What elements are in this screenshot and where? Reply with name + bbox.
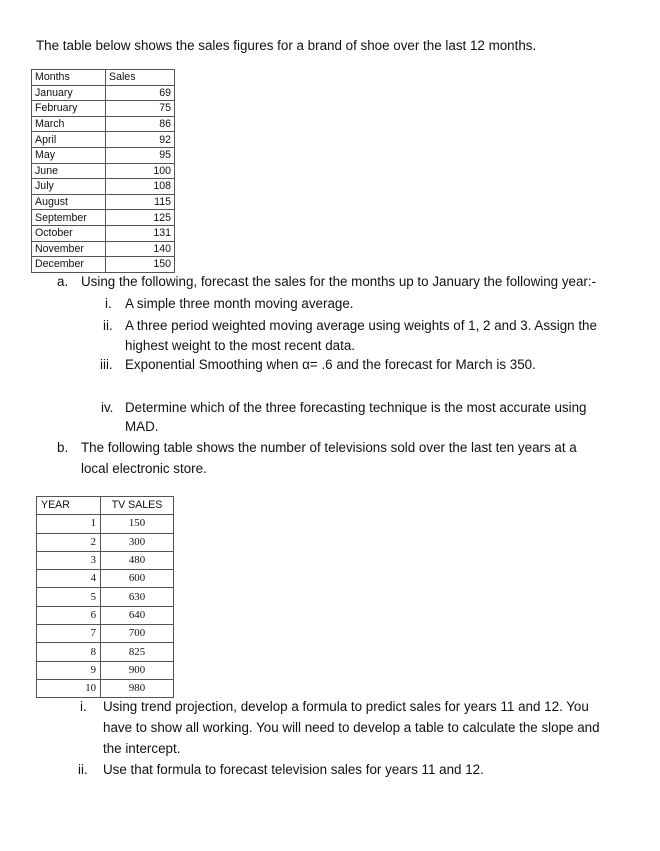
- month-cell: April: [32, 132, 106, 148]
- table-row: [37, 533, 174, 551]
- item-marker: i.: [80, 699, 87, 714]
- part-a-text: Using the following, forecast the sales for the months up to January the following year:-: [81, 274, 597, 289]
- table-row: [32, 241, 175, 257]
- item-marker: ii.: [78, 762, 88, 777]
- table-row: [37, 570, 174, 588]
- sales-cell: 125: [106, 210, 175, 226]
- sales-cell: 100: [106, 163, 175, 179]
- table-row: [37, 588, 174, 606]
- year-cell: 1: [37, 515, 101, 533]
- year-cell: 5: [37, 588, 101, 606]
- year-cell: 9: [37, 661, 101, 679]
- table-row: [37, 661, 174, 679]
- table-row: [32, 101, 175, 117]
- month-cell: December: [32, 257, 106, 273]
- table-header-row: [32, 70, 175, 86]
- part-b-text: The following table shows the number of televisions sold over the last ten years at a: [81, 440, 577, 455]
- month-cell: October: [32, 225, 106, 241]
- tv-sales-table: [36, 496, 174, 698]
- item-text: A three period weighted moving average using weights of 1, 2 and 3. Assign the: [125, 318, 597, 333]
- month-cell: August: [32, 194, 106, 210]
- sales-cell: 86: [106, 116, 175, 132]
- table-row: [37, 606, 174, 624]
- table-row: [32, 257, 175, 273]
- month-cell: June: [32, 163, 106, 179]
- sales-cell: 140: [106, 241, 175, 257]
- sales-cell: 131: [106, 225, 175, 241]
- table-header-row: [37, 497, 174, 515]
- item-text: Use that formula to forecast television sales for years 11 and 12.: [103, 762, 484, 777]
- item-text: Using trend projection, develop a formula to predict sales for years 11 and 12. You: [103, 699, 589, 714]
- sales-cell: 115: [106, 194, 175, 210]
- header-sales: Sales: [106, 70, 175, 86]
- year-cell: 8: [37, 643, 101, 661]
- year-cell: 10: [37, 679, 101, 697]
- item-text: Exponential Smoothing when α= .6 and the forecast for March is 350.: [125, 357, 536, 372]
- header-year: YEAR: [37, 497, 101, 515]
- item-text: A simple three month moving average.: [125, 296, 354, 311]
- tv-sales-cell: 980: [101, 679, 174, 697]
- table-row: [32, 116, 175, 132]
- table-row: [32, 147, 175, 163]
- year-cell: 3: [37, 551, 101, 569]
- item-marker: iv.: [101, 400, 114, 415]
- item-text: the intercept.: [103, 741, 181, 756]
- shoe-sales-table: [31, 69, 175, 273]
- table-row: [32, 194, 175, 210]
- month-cell: March: [32, 116, 106, 132]
- sales-cell: 92: [106, 132, 175, 148]
- sales-cell: 108: [106, 179, 175, 195]
- month-cell: July: [32, 179, 106, 195]
- month-cell: November: [32, 241, 106, 257]
- year-cell: 6: [37, 606, 101, 624]
- item-text: MAD.: [125, 419, 159, 434]
- item-marker: ii.: [103, 318, 113, 333]
- month-cell: January: [32, 85, 106, 101]
- table-row: [37, 625, 174, 643]
- item-text: have to show all working. You will need to develop a table to calculate the slope and: [103, 720, 600, 735]
- tv-sales-cell: 480: [101, 551, 174, 569]
- tv-sales-cell: 300: [101, 533, 174, 551]
- tv-sales-cell: 150: [101, 515, 174, 533]
- tv-sales-cell: 630: [101, 588, 174, 606]
- tv-sales-cell: 700: [101, 625, 174, 643]
- table-row: [32, 210, 175, 226]
- sales-cell: 95: [106, 147, 175, 163]
- header-tv-sales: TV SALES: [101, 497, 174, 515]
- sales-cell: 75: [106, 101, 175, 117]
- part-b-text: local electronic store.: [81, 461, 207, 476]
- table-row: [37, 551, 174, 569]
- tv-sales-cell: 825: [101, 643, 174, 661]
- year-cell: 4: [37, 570, 101, 588]
- month-cell: February: [32, 101, 106, 117]
- item-text: highest weight to the most recent data.: [125, 338, 356, 353]
- tv-sales-cell: 640: [101, 606, 174, 624]
- table-row: [32, 163, 175, 179]
- part-b-marker: b.: [57, 440, 69, 455]
- year-cell: 7: [37, 625, 101, 643]
- month-cell: September: [32, 210, 106, 226]
- table-row: [37, 515, 174, 533]
- sales-cell: 150: [106, 257, 175, 273]
- table-row: [32, 85, 175, 101]
- month-cell: May: [32, 147, 106, 163]
- part-a-marker: a.: [57, 274, 69, 289]
- item-text: Determine which of the three forecasting technique is the most accurate using: [125, 400, 587, 415]
- table-row: [37, 679, 174, 697]
- intro-text: The table below shows the sales figures for a brand of shoe over the last 12 months.: [36, 38, 537, 53]
- table-row: [37, 643, 174, 661]
- header-months: Months: [32, 70, 106, 86]
- item-marker: iii.: [100, 357, 113, 372]
- year-cell: 2: [37, 533, 101, 551]
- table-row: [32, 225, 175, 241]
- tv-sales-cell: 900: [101, 661, 174, 679]
- tv-sales-cell: 600: [101, 570, 174, 588]
- sales-cell: 69: [106, 85, 175, 101]
- table-row: [32, 132, 175, 148]
- item-marker: i.: [105, 296, 112, 311]
- table-row: [32, 179, 175, 195]
